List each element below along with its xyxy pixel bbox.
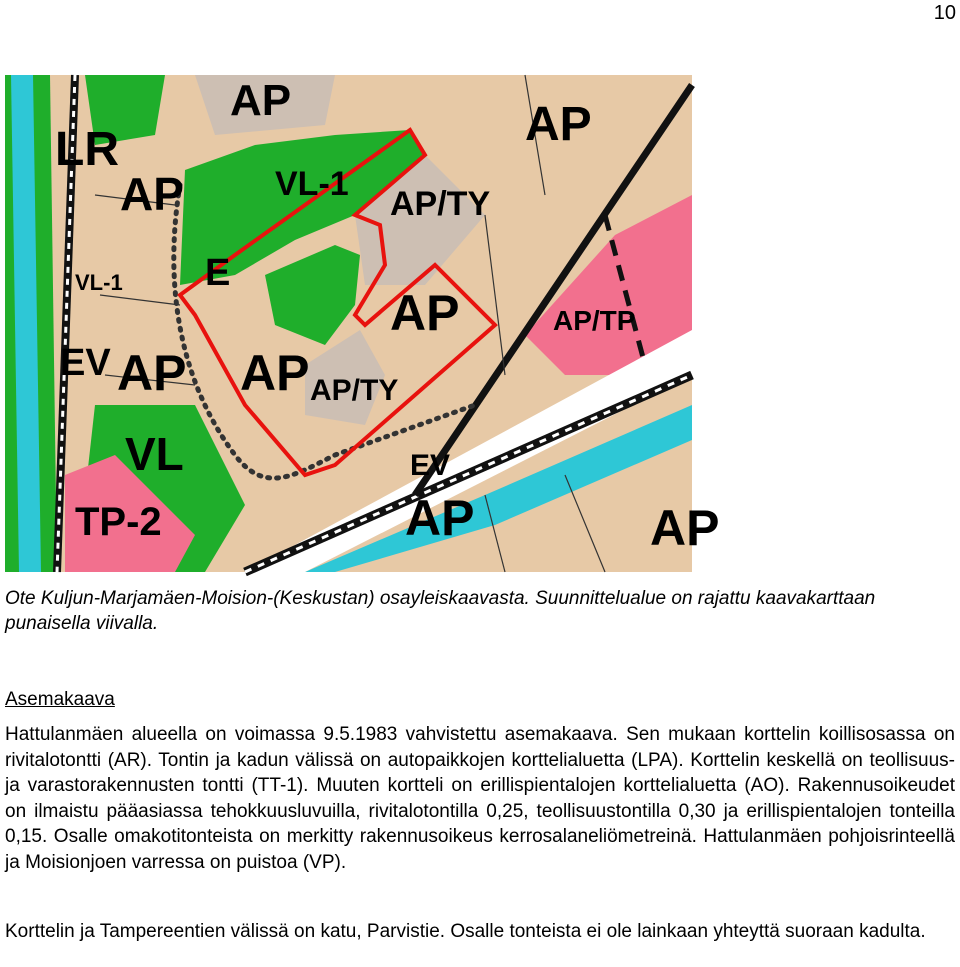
map-label-ap-top-right: AP [525, 98, 592, 151]
map-label-ap-top-left: AP [230, 76, 292, 125]
map-label-ap-mid-left: AP [117, 345, 187, 401]
map-label-ev-bottom: EV [410, 449, 451, 482]
page-number: 10 [933, 2, 956, 24]
map-label-ap-ty-mid: AP/TY [310, 374, 399, 407]
zoning-map-excerpt [5, 75, 720, 572]
map-label-ev-left: EV [60, 342, 111, 384]
map-label-vl1-top: VL-1 [275, 165, 349, 203]
map-label-ap-tp: AP/TP [553, 305, 636, 336]
map-label-lr: LR [55, 123, 119, 176]
map-label-vl: VL [125, 428, 184, 480]
map-label-ap-mid: AP [240, 345, 310, 401]
map-label-ap-upper-left: AP [120, 168, 184, 220]
map-label-ap-center: AP [390, 285, 460, 341]
map-label-ap-bottom-right: AP [650, 500, 720, 556]
section-heading: Asemakaava [5, 689, 115, 710]
body-paragraph-2: Korttelin ja Tampereentien välissä on katu, Parvistie. Osalle tonteista ei ole lainkaan yhteyttä suoraan kadulta. [5, 921, 926, 942]
body-paragraph-1: Hattulanmäen alueella on voimassa 9.5.1983 vahvistettu asemakaava. Sen mukaan korttelin koillisosassa on rivitalotontti (AR). Tontin ja kadun välissä on autopaikkojen korttelialuetta (LPA). Korttelin keskellä on teollisuus- ja varastorakennusten tontti (TT-1). Muuten kortteli on erillispientalojen korttelialuetta (AO). Rakennusoikeudet on ilmaistu pääasiassa tehokkuusluvuilla, rivitalotontilla 0,25, teollisuustontilla 0,30 ja erillispientalojen tonteilla 0,15. Osalle omakotitonteista on merkitty rakennusoikeus kerrosalaneliömetreinä. Hattulanmäen pohjoisrinteellä ja Moisionjoen varressa on puistoa (VP). [5, 724, 955, 873]
map-label-ap-ty-top: AP/TY [390, 185, 491, 223]
map-label-ap-bottom: AP [405, 490, 475, 546]
map-label-tp2: TP-2 [75, 500, 162, 544]
map-label-vl1-left: VL-1 [75, 270, 123, 295]
map-caption: Ote Kuljun-Marjamäen-Moision-(Keskustan) osayleiskaavasta. Suunnittelualue on rajattu kaavakarttaan punaisella viivalla. [5, 588, 876, 634]
map-label-e: E [205, 252, 231, 294]
